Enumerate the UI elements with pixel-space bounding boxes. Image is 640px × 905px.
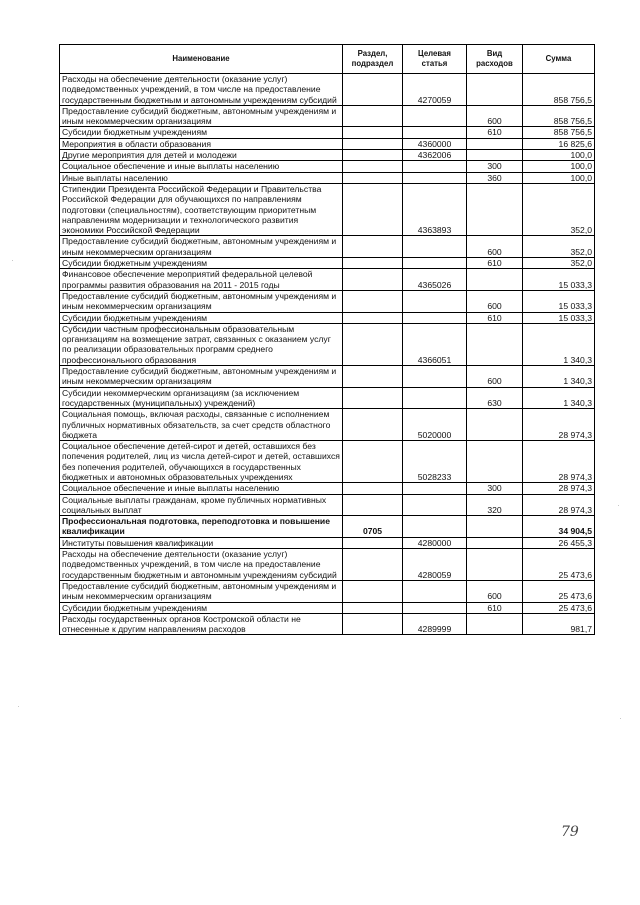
row-section — [343, 387, 403, 409]
row-type — [467, 269, 523, 291]
row-name: Другие мероприятия для детей и молодежи — [60, 150, 343, 161]
table-row — [60, 483, 595, 494]
row-sum: 16 825,6 — [523, 138, 595, 149]
row-type: 300 — [467, 483, 523, 494]
row-section — [343, 269, 403, 291]
row-target: 5028233 — [403, 441, 467, 483]
row-name: Предоставление субсидий бюджетным, автономным учреждениям и иным некоммерческим организациям — [60, 105, 343, 127]
row-type: 320 — [467, 494, 523, 516]
row-section — [343, 290, 403, 312]
row-target: 4270059 — [403, 74, 467, 106]
row-target — [403, 258, 467, 269]
row-type: 360 — [467, 172, 523, 183]
row-sum: 981,7 — [523, 613, 595, 635]
row-name: Иные выплаты населению — [60, 172, 343, 183]
header-sum: Сумма — [523, 45, 595, 74]
row-target — [403, 580, 467, 602]
table-row — [60, 236, 595, 258]
row-type — [467, 138, 523, 149]
table-row — [60, 269, 595, 291]
row-name: Профессиональная подготовка, переподготовка и повышение квалификации — [60, 516, 343, 538]
row-type — [467, 183, 523, 235]
row-target — [403, 516, 467, 538]
row-section — [343, 127, 403, 138]
row-name: Предоставление субсидий бюджетным, автономным учреждениям и иным некоммерческим организациям — [60, 580, 343, 602]
row-type: 600 — [467, 366, 523, 388]
row-section — [343, 580, 403, 602]
row-section — [343, 138, 403, 149]
row-name: Расходы на обеспечение деятельности (оказание услуг) подведомственных учреждений, в том числе на предоставление государственным бюджетным и автономным учреждениям субсидий — [60, 549, 343, 581]
row-name: Социальная помощь, включая расходы, связанные с исполнением публичных нормативных обязательств, за счет средств областного бюджета — [60, 409, 343, 441]
row-target — [403, 127, 467, 138]
row-name: Субсидии бюджетным учреждениям — [60, 258, 343, 269]
scan-speck — [12, 260, 13, 261]
row-sum: 858 756,5 — [523, 74, 595, 106]
table-row — [60, 258, 595, 269]
row-section — [343, 494, 403, 516]
row-name: Предоставление субсидий бюджетным, автономным учреждениям и иным некоммерческим организациям — [60, 236, 343, 258]
header-name: Наименование — [60, 45, 343, 74]
row-target — [403, 172, 467, 183]
row-type — [467, 441, 523, 483]
row-type — [467, 150, 523, 161]
row-name: Расходы государственных органов Костромской области не отнесенные к другим направлениям расходов — [60, 613, 343, 635]
header-type: Вид расходов — [467, 45, 523, 74]
row-type: 600 — [467, 236, 523, 258]
scan-speck — [18, 706, 19, 707]
row-section — [343, 172, 403, 183]
row-name: Социальное обеспечение детей-сирот и детей, оставшихся без попечения родителей, лиц из числа детей-сирот и детей, оставшихся без попечения родителей, обучающихся в государственных бюджетных и автономных образовательных учреждениях — [60, 441, 343, 483]
table-row — [60, 127, 595, 138]
row-sum: 28 974,3 — [523, 494, 595, 516]
row-section — [343, 549, 403, 581]
row-sum: 858 756,5 — [523, 105, 595, 127]
table-header-row — [60, 45, 595, 74]
row-target: 4362006 — [403, 150, 467, 161]
row-type — [467, 323, 523, 365]
row-type — [467, 613, 523, 635]
row-target — [403, 161, 467, 172]
row-name: Предоставление субсидий бюджетным, автономным учреждениям и иным некоммерческим организациям — [60, 366, 343, 388]
table-row — [60, 105, 595, 127]
row-section — [343, 602, 403, 613]
row-sum: 25 473,6 — [523, 549, 595, 581]
row-name: Расходы на обеспечение деятельности (оказание услуг) подведомственных учреждений, в том числе на предоставление государственным бюджетным и автономным учреждениям субсидий — [60, 74, 343, 106]
row-name: Институты повышения квалификации — [60, 537, 343, 548]
row-section — [343, 161, 403, 172]
row-name: Стипендии Президента Российской Федерации и Правительства Российской Федерации для обучающихся по направлениям подготовки (специальностям), соответствующим приоритетным направлениям модернизации и технологического развития экономики Российской Федерации — [60, 183, 343, 235]
table-row — [60, 494, 595, 516]
row-sum: 25 473,6 — [523, 580, 595, 602]
scan-speck — [618, 505, 619, 506]
row-type: 610 — [467, 127, 523, 138]
row-sum: 28 974,3 — [523, 441, 595, 483]
row-type: 610 — [467, 312, 523, 323]
table-row — [60, 537, 595, 548]
row-target — [403, 290, 467, 312]
row-name: Субсидии бюджетным учреждениям — [60, 312, 343, 323]
row-target: 4365026 — [403, 269, 467, 291]
row-sum: 100,0 — [523, 172, 595, 183]
table-row — [60, 74, 595, 106]
row-name: Субсидии частным профессиональным образовательным организациям на возмещение затрат, связанных с оказанием услуг по реализации образовательных программ среднего профессионального образования — [60, 323, 343, 365]
row-target: 4289999 — [403, 613, 467, 635]
row-section — [343, 483, 403, 494]
table-row — [60, 138, 595, 149]
table-row — [60, 150, 595, 161]
row-type: 300 — [467, 161, 523, 172]
row-sum: 100,0 — [523, 161, 595, 172]
table-row — [60, 172, 595, 183]
row-target: 4280000 — [403, 537, 467, 548]
scan-speck — [620, 718, 621, 719]
row-section — [343, 258, 403, 269]
row-sum: 1 340,3 — [523, 323, 595, 365]
row-section — [343, 150, 403, 161]
table-row — [60, 441, 595, 483]
row-name: Субсидии некоммерческим организациям (за исключением государственных (муниципальных) учреждений) — [60, 387, 343, 409]
row-sum: 15 033,3 — [523, 312, 595, 323]
row-name: Социальные выплаты гражданам, кроме публичных нормативных социальных выплат — [60, 494, 343, 516]
row-type — [467, 537, 523, 548]
table-row — [60, 602, 595, 613]
row-target — [403, 387, 467, 409]
row-target: 4363893 — [403, 183, 467, 235]
row-name: Социальное обеспечение и иные выплаты населению — [60, 161, 343, 172]
row-section — [343, 441, 403, 483]
table-row — [60, 161, 595, 172]
row-section — [343, 236, 403, 258]
row-type: 600 — [467, 290, 523, 312]
row-sum: 15 033,3 — [523, 290, 595, 312]
row-target — [403, 483, 467, 494]
row-type — [467, 516, 523, 538]
page-number: 79 — [561, 824, 579, 840]
row-sum: 28 974,3 — [523, 409, 595, 441]
row-type: 610 — [467, 602, 523, 613]
row-section — [343, 613, 403, 635]
row-target: 4360000 — [403, 138, 467, 149]
row-sum: 15 033,3 — [523, 269, 595, 291]
table-row — [60, 323, 595, 365]
row-type — [467, 74, 523, 106]
table-row — [60, 366, 595, 388]
row-section — [343, 105, 403, 127]
header-section: Раздел, подраздел — [343, 45, 403, 74]
row-sum: 1 340,3 — [523, 366, 595, 388]
row-sum: 28 974,3 — [523, 483, 595, 494]
row-section: 0705 — [343, 516, 403, 538]
row-sum: 26 455,3 — [523, 537, 595, 548]
row-sum: 100,0 — [523, 150, 595, 161]
row-type: 600 — [467, 580, 523, 602]
row-target — [403, 312, 467, 323]
row-section — [343, 366, 403, 388]
row-sum: 352,0 — [523, 183, 595, 235]
row-type: 600 — [467, 105, 523, 127]
row-sum: 34 904,5 — [523, 516, 595, 538]
budget-table — [59, 44, 595, 635]
row-target: 5020000 — [403, 409, 467, 441]
row-sum: 352,0 — [523, 258, 595, 269]
row-section — [343, 312, 403, 323]
table-row — [60, 387, 595, 409]
row-name: Субсидии бюджетным учреждениям — [60, 602, 343, 613]
header-target: Целевая статья — [403, 45, 467, 74]
row-section — [343, 183, 403, 235]
row-name: Социальное обеспечение и иные выплаты населению — [60, 483, 343, 494]
row-target — [403, 236, 467, 258]
row-target: 4366051 — [403, 323, 467, 365]
table-row — [60, 613, 595, 635]
row-target: 4280059 — [403, 549, 467, 581]
row-name: Субсидии бюджетным учреждениям — [60, 127, 343, 138]
table-row — [60, 580, 595, 602]
row-section — [343, 409, 403, 441]
row-type: 630 — [467, 387, 523, 409]
row-type — [467, 549, 523, 581]
row-sum: 25 473,6 — [523, 602, 595, 613]
table-row — [60, 290, 595, 312]
row-target — [403, 494, 467, 516]
row-type: 610 — [467, 258, 523, 269]
row-sum: 858 756,5 — [523, 127, 595, 138]
table-row — [60, 183, 595, 235]
table-row — [60, 516, 595, 538]
row-name: Предоставление субсидий бюджетным, автономным учреждениям и иным некоммерческим организациям — [60, 290, 343, 312]
row-target — [403, 602, 467, 613]
row-section — [343, 323, 403, 365]
row-target — [403, 105, 467, 127]
table-row — [60, 312, 595, 323]
table-row — [60, 549, 595, 581]
row-type — [467, 409, 523, 441]
table-row — [60, 409, 595, 441]
row-name: Финансовое обеспечение мероприятий федеральной целевой программы развития образования на 2011 - 2015 годы — [60, 269, 343, 291]
row-section — [343, 537, 403, 548]
row-section — [343, 74, 403, 106]
row-sum: 352,0 — [523, 236, 595, 258]
row-name: Мероприятия в области образования — [60, 138, 343, 149]
row-target — [403, 366, 467, 388]
row-sum: 1 340,3 — [523, 387, 595, 409]
